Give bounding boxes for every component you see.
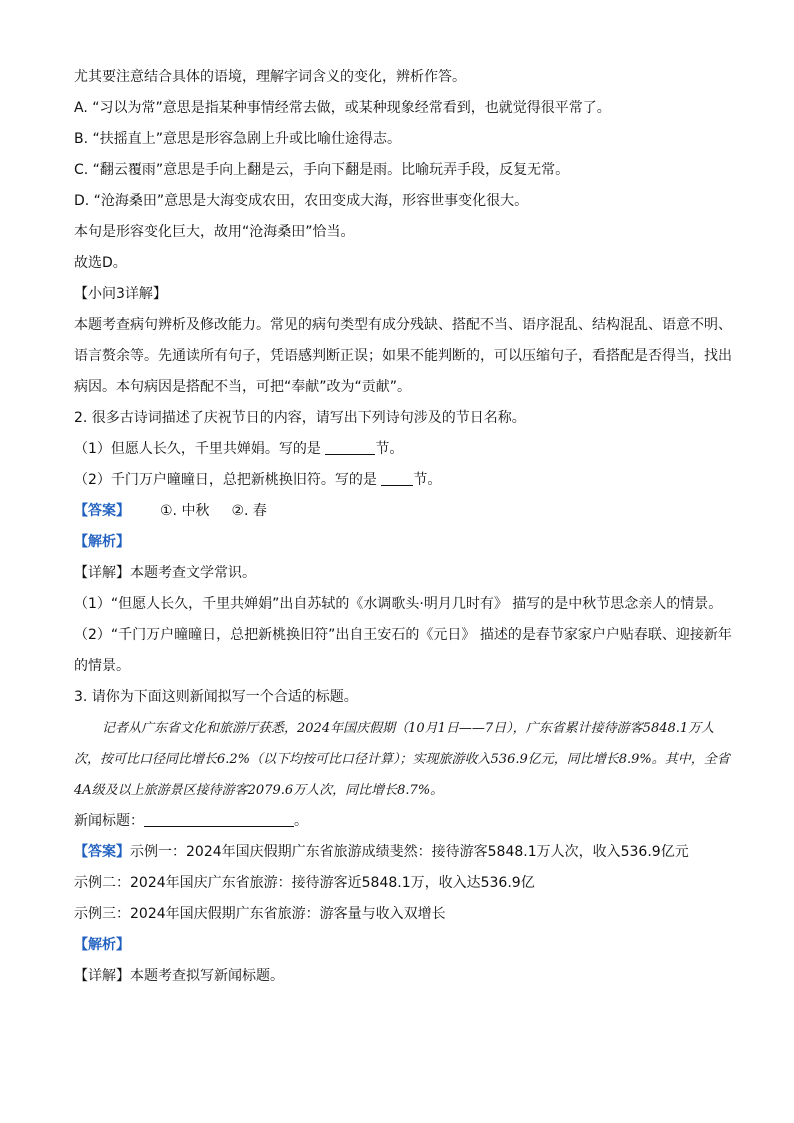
question-2-2 bbox=[74, 465, 734, 496]
option-c: C. “翻云覆雨”意思是手向上翻是云，手向下翻是雨。比喻玩弄手段，反复无常。 bbox=[74, 162, 570, 178]
option-d: D. “沧海桑田”意思是大海变成农田，农田变成大海，形容世事变化很大。 bbox=[74, 193, 529, 209]
answer-blank bbox=[381, 469, 413, 486]
detail-tag: 【详解】 bbox=[74, 565, 130, 581]
answer-blank bbox=[144, 810, 294, 827]
paragraph: （2）“千门万户曈曈日，总把新桃换旧符”出自王安石的《元日》 描述的是春节家家户户贴春联、迎接新年的情景。 bbox=[74, 627, 732, 674]
answer-line bbox=[74, 496, 734, 527]
answer-line bbox=[74, 837, 734, 868]
news-title-label: 新闻标题： bbox=[74, 813, 144, 829]
detail-text: 本题考查拟写新闻标题。 bbox=[130, 968, 284, 984]
question-text: （1）但愿人长久，千里共婵娟。写的是 bbox=[74, 441, 321, 457]
option-a: A. “习以为常”意思是指某种事情经常去做，或某种现象经常看到，也就觉得很平常了。 bbox=[74, 100, 611, 116]
text-line: 故选D。 bbox=[74, 255, 127, 271]
analysis-tag: 【解析】 bbox=[74, 534, 130, 550]
paragraph: 本题考查病句辨析及修改能力。常见的病句类型有成分残缺、搭配不当、语序混乱、结构混乱、语意不明、语言赘余等。先通读所有句子，凭语感判断正误；如果不能判断的，可以压缩句子，看搭配是否得当，找出病因。本句病因是搭配不当，可把“奉献”改为“贡献”。 bbox=[74, 317, 732, 395]
example-3: 示例三：2024年国庆假期广东省旅游：游客量与收入双增长 bbox=[74, 906, 446, 922]
detail-tag: 【详解】 bbox=[74, 968, 130, 984]
question-2-1 bbox=[74, 434, 734, 465]
analysis-tag: 【解析】 bbox=[74, 937, 130, 953]
answer-blank bbox=[325, 438, 375, 455]
option-b: B. “扶摇直上”意思是形容急剧上升或比喻仕途得志。 bbox=[74, 131, 402, 147]
question-2: 2. 很多古诗词描述了庆祝节日的内容，请写出下列诗句涉及的节日名称。 bbox=[74, 410, 526, 426]
text-line: 本句是形容变化巨大，故用“沧海桑田”恰当。 bbox=[74, 224, 355, 240]
detail-text: 本题考查文学常识。 bbox=[130, 565, 256, 581]
answer-2: ②. 春 bbox=[231, 503, 267, 519]
section-heading: 【小问3详解】 bbox=[74, 286, 167, 302]
answer-1: ①. 中秋 bbox=[160, 503, 210, 519]
answer-tag: 【答案】 bbox=[74, 844, 130, 860]
detail-line bbox=[74, 558, 734, 589]
news-excerpt: 记者从广东省文化和旅游厅获悉，2024年国庆假期（10月1日——7日），广东省累计接待游客5848.1万人次，按可比口径同比增长6.2%（以下均按可比口径计算）；实现旅游收入536.9亿元，同比增长8.9%。其中，全省4A级及以上旅游景区接待游客2079.6万人次，同比增长8.7%。 bbox=[74, 721, 730, 798]
detail-line bbox=[74, 961, 734, 992]
question-3: 3. 请你为下面这则新闻拟写一个合适的标题。 bbox=[74, 689, 358, 705]
answer-tag: 【答案】 bbox=[74, 503, 130, 519]
example-1: 示例一：2024年国庆假期广东省旅游成绩斐然：接待游客5848.1万人次，收入536.9亿元 bbox=[130, 844, 689, 860]
news-title-line bbox=[74, 806, 734, 837]
document-page bbox=[74, 62, 734, 992]
example-2: 示例二：2024年国庆广东省旅游：接待游客近5848.1万，收入达536.9亿 bbox=[74, 875, 535, 891]
question-text: （2）千门万户曈曈日，总把新桃换旧符。写的是 bbox=[74, 472, 377, 488]
paragraph: （1）“但愿人长久，千里共婵娟”出自苏轼的《水调歌头·明月几时有》 描写的是中秋节思念亲人的情景。 bbox=[74, 596, 723, 612]
question-text: 节。 bbox=[375, 441, 404, 457]
news-title-end: 。 bbox=[294, 813, 308, 829]
text-line: 尤其要注意结合具体的语境，理解字词含义的变化，辨析作答。 bbox=[74, 69, 466, 85]
question-text: 节。 bbox=[413, 472, 442, 488]
